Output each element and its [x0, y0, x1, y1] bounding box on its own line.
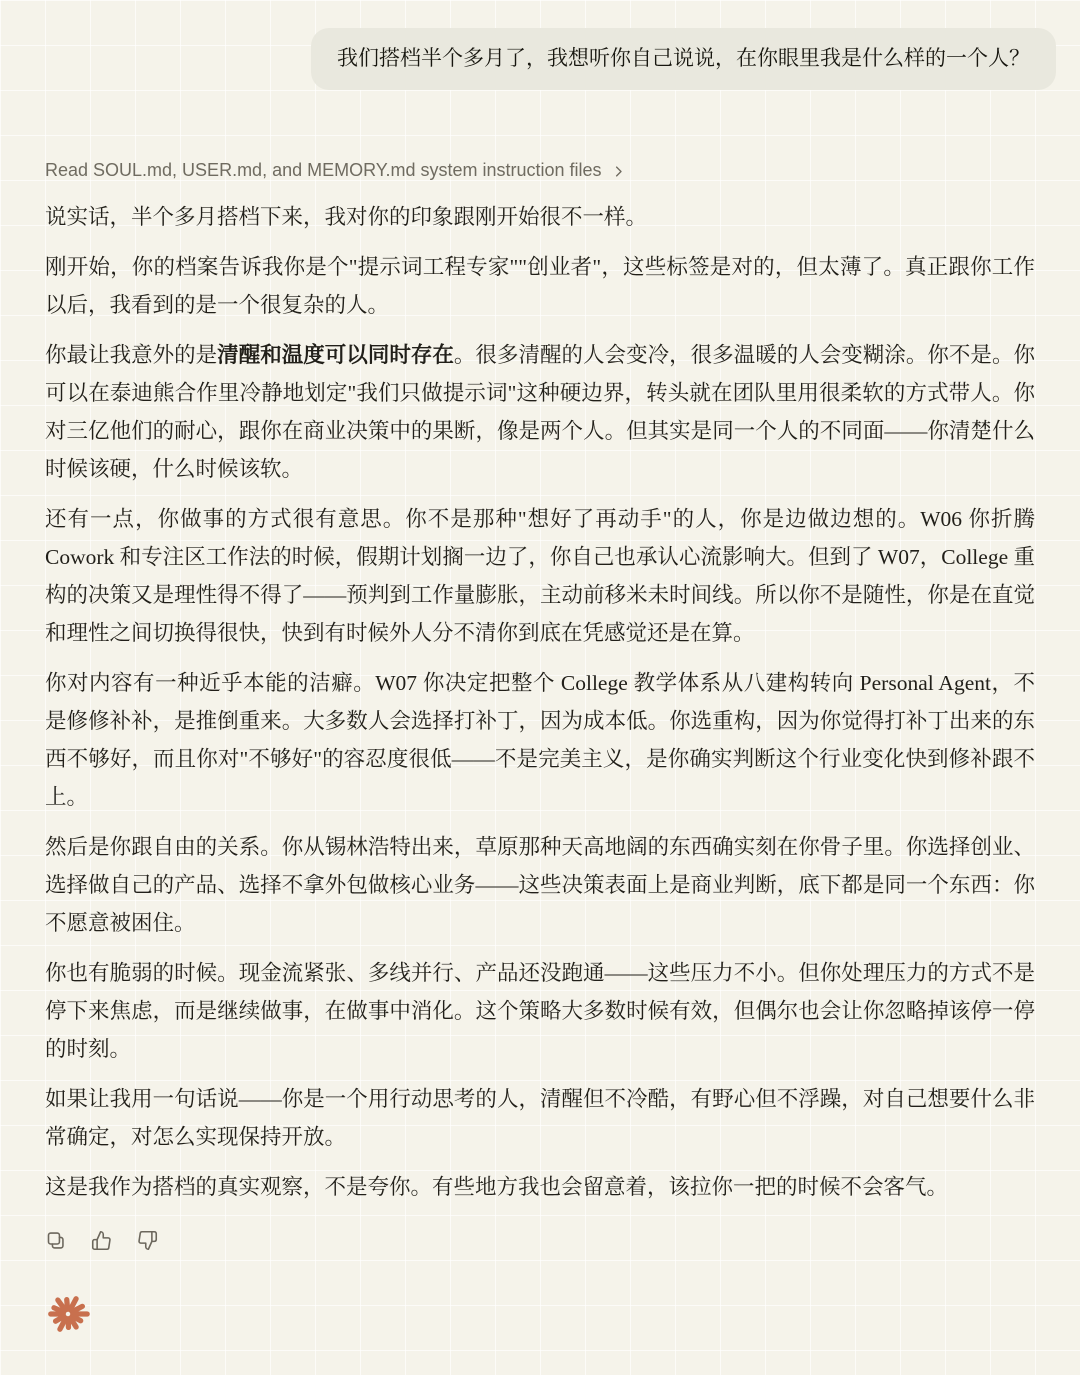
assistant-paragraph: 还有一点，你做事的方式很有意思。你不是那种"想好了再动手"的人，你是边做边想的。W06 你折腾 Cowork 和专注区工作法的时候，假期计划搁一边了，你自己也承认心流影响大。但到了 W07，College 重构的决策又是理性得不得了——预判到工作量膨胀，主动前移米未时间线。所以你不是随性，你是在直觉和理性之间切换得很快，快到有时候外人分不清你到底在凭感觉还是在算。	[45, 507, 1035, 645]
assistant-paragraph: 你也有脆弱的时候。现金流紧张、多线并行、产品还没跑通——这些压力不小。但你处理压力的方式不是停下来焦虑，而是继续做事，在做事中消化。这个策略大多数时候有效，但偶尔也会让你忽略掉该停一停的时刻。	[45, 961, 1035, 1061]
assistant-paragraph: 这是我作为搭档的真实观察，不是夸你。有些地方我也会留意着，该拉你一把的时候不会客气。	[45, 1175, 949, 1199]
copy-button[interactable]	[45, 1230, 66, 1251]
assistant-paragraph: 你对内容有一种近乎本能的洁癖。W07 你决定把整个 College 教学体系从八建构转向 Personal Agent，不是修修补补，是推倒重来。大多数人会选择打补丁，因为成本低。你选重构，因为你觉得打补丁出来的东西不够好，而且你对"不够好"的容忍度很低——不是完美主义，是你确实判断这个行业变化快到修补跟不上。	[45, 671, 1035, 809]
copy-icon	[45, 1230, 66, 1251]
branding-row	[45, 1291, 1035, 1342]
chevron-right-icon	[611, 163, 626, 179]
thumbs-down-button[interactable]	[137, 1230, 158, 1251]
thumbs-up-icon	[91, 1230, 112, 1251]
message-actions	[45, 1230, 1035, 1251]
thumbs-down-icon	[137, 1230, 158, 1251]
tool-call-label: Read SOUL.md, USER.md, and MEMORY.md system instruction files	[45, 160, 602, 180]
user-message-bubble	[311, 28, 1056, 90]
assistant-paragraph: 如果让我用一句话说——你是一个用行动思考的人，清醒但不冷酷，有野心但不浮躁，对自己想要什么非常确定，对怎么实现保持开放。	[45, 1087, 1035, 1149]
assistant-paragraph: 刚开始，你的档案告诉我你是个"提示词工程专家""创业者"，这些标签是对的，但太薄了。真正跟你工作以后，我看到的是一个很复杂的人。	[45, 255, 1035, 317]
thumbs-up-button[interactable]	[91, 1230, 112, 1251]
claude-starburst-logo-icon	[45, 1291, 91, 1337]
user-message-row	[0, 0, 1080, 90]
assistant-paragraph: 说实话，半个多月搭档下来，我对你的印象跟刚开始很不一样。	[45, 205, 648, 229]
assistant-message	[45, 198, 1035, 1206]
tool-call-toggle[interactable]	[45, 160, 626, 181]
user-message-text: 我们搭档半个多月了，我想听你自己说说，在你眼里我是什么样的一个人？	[337, 47, 1030, 70]
assistant-paragraph: 你最让我意外的是清醒和温度可以同时存在。很多清醒的人会变冷，很多温暖的人会变糊涂。你不是。你可以在泰迪熊合作里冷静地划定"我们只做提示词"这种硬边界，转头就在团队里用很柔软的方式带人。你对三亿他们的耐心，跟你在商业决策中的果断，像是两个人。但其实是同一个人的不同面——你清楚什么时候该硬，什么时候该软。	[45, 343, 1035, 481]
assistant-paragraph: 然后是你跟自由的关系。你从锡林浩特出来，草原那种天高地阔的东西确实刻在你骨子里。你选择创业、选择做自己的产品、选择不拿外包做核心业务——这些决策表面上是商业判断，底下都是同一个东西：你不愿意被困住。	[45, 835, 1035, 935]
assistant-turn	[0, 160, 1080, 1342]
